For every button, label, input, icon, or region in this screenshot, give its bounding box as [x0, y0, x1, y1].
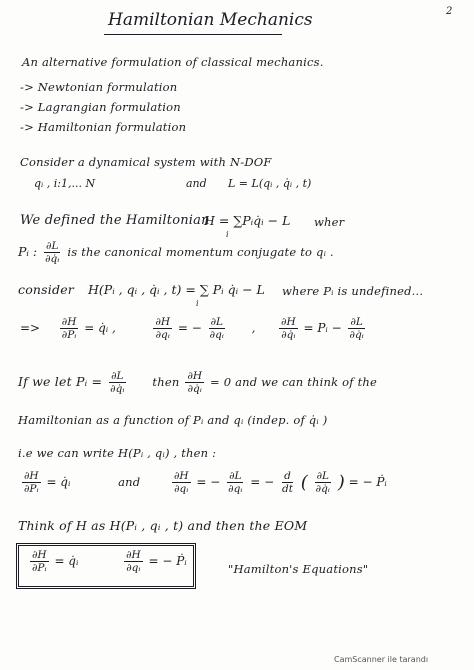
time-derivative: [280, 470, 295, 495]
defined-tail: wher: [314, 215, 345, 229]
dL-dqdot-fraction: [348, 316, 366, 341]
formulation-hamiltonian: -> Hamiltonian formulation: [20, 120, 187, 134]
box-dH-dq-num: ∂H: [126, 549, 141, 561]
eom-dL-dq-den: ∂qᵢ: [228, 483, 243, 495]
eom-dL-dqdot-fraction: [314, 470, 332, 495]
page-title: Hamiltonian Mechanics: [108, 10, 313, 30]
if-tail: = 0 and we can think of the: [210, 375, 378, 389]
dH-dp-fraction: [60, 316, 79, 341]
paren-open: (: [300, 472, 308, 493]
consider-word: consider: [18, 282, 74, 297]
momentum-fraction: [43, 240, 61, 265]
dH-dqdot-fraction: [279, 316, 298, 341]
box-dH-dq-rhs: = − Ṗᵢ: [148, 554, 187, 568]
eom-dL-dq-fraction: [226, 470, 244, 495]
hamilton-equations: [28, 549, 187, 574]
then-den: ∂q̇ᵢ: [187, 383, 202, 395]
write-line: i.e we can write H(Pᵢ , qᵢ) , then :: [18, 446, 217, 460]
then-word: then: [152, 375, 180, 389]
dL-dq-fraction: [208, 316, 226, 341]
box-dH-dq-den: ∂qᵢ: [126, 562, 141, 574]
box-dH-dp-rhs: = q̇ᵢ: [54, 554, 79, 568]
eom-dH-dp-num: ∂H: [24, 470, 39, 482]
dL-dqdot-num: ∂L: [350, 316, 363, 328]
dH-dp-rhs: = q̇ᵢ ,: [84, 321, 116, 335]
momentum-definition: [18, 240, 334, 265]
think-line: Think of H as H(Pᵢ , qᵢ , t) and then the EOM: [18, 518, 308, 533]
scanner-footer: CamScanner ile tarandı: [334, 655, 429, 664]
momentum-num: ∂L: [46, 240, 59, 252]
separator-comma: ,: [251, 321, 256, 335]
dH-dp-den: ∂Pᵢ: [61, 329, 77, 341]
formulation-lagrangian: -> Lagrangian formulation: [20, 100, 181, 114]
sum-index: i: [226, 230, 229, 239]
hamiltonian-definition: H = ∑Pᵢq̇ᵢ − L: [204, 213, 291, 228]
if-fraction: [108, 370, 126, 395]
box-dH-dq-fraction: [124, 549, 143, 574]
title-underline: [104, 34, 282, 35]
eom-dH-dp-den: ∂Pᵢ: [24, 483, 39, 495]
eom-dL-dqdot-num: ∂L: [316, 470, 329, 482]
coords-and: and: [186, 177, 207, 190]
box-dH-dp-fraction: [30, 549, 49, 574]
eom-dH-dq-mid: = −: [196, 475, 221, 489]
box-dH-dp-num: ∂H: [32, 549, 47, 561]
time-derivative-num: d: [284, 470, 291, 482]
time-derivative-den: dt: [282, 483, 293, 495]
dH-dq-mid: = −: [177, 321, 202, 335]
dL-dqdot-den: ∂q̇ᵢ: [349, 329, 364, 341]
system-line: Consider a dynamical system with N-DOF: [20, 155, 272, 169]
dH-dqdot-num: ∂H: [281, 316, 296, 328]
hamiltonian-general: H(Pᵢ , qᵢ , q̇ᵢ , t) = ∑ Pᵢ q̇ᵢ − L: [88, 282, 265, 297]
eom-dL-dq-num: ∂L: [229, 470, 242, 482]
if-text: If we let Pᵢ =: [18, 374, 103, 389]
page-number: 2: [446, 6, 453, 17]
dL-dq-den: ∂qᵢ: [209, 329, 224, 341]
paren-close: ): [337, 472, 345, 493]
formulation-newtonian: -> Newtonian formulation: [20, 80, 178, 94]
intro-text: An alternative formulation of classical mechanics.: [22, 55, 324, 69]
box-dH-dp-den: ∂Pᵢ: [32, 562, 47, 574]
lagrangian-expression: L = L(qᵢ , q̇ᵢ , t): [228, 177, 312, 190]
then-num: ∂H: [187, 370, 203, 382]
eom-dH-dp-fraction: [22, 470, 41, 495]
eom-final-rhs: = − Ṗᵢ: [348, 475, 387, 489]
dH-dqdot-mid: = Pᵢ −: [303, 321, 342, 335]
hamiltons-equations-label: "Hamilton's Equations": [228, 562, 369, 576]
function-line: Hamiltonian as a function of Pᵢ and qᵢ (indep. of q̇ᵢ ): [18, 413, 328, 427]
eom-eq: = −: [250, 475, 275, 489]
momentum-text: is the canonical momentum conjugate to qᵢ .: [67, 245, 334, 259]
dH-dp-num: ∂H: [61, 316, 77, 328]
coords-left: qᵢ , i:1,... N: [34, 177, 96, 190]
sum-index-2: i: [196, 299, 199, 308]
eom-and: and: [118, 475, 141, 489]
eom-dL-dqdot-den: ∂q̇ᵢ: [315, 483, 330, 495]
dL-dq-num: ∂L: [210, 316, 223, 328]
if-line: [18, 370, 377, 395]
momentum-den: ∂q̇ᵢ: [45, 253, 60, 265]
eom-dH-dq-num: ∂H: [173, 470, 189, 482]
eom-dH-dp-rhs: = q̇ᵢ: [46, 475, 71, 489]
momentum-lhs: Pᵢ :: [18, 244, 38, 259]
eom-dH-dq-den: ∂qᵢ: [174, 483, 189, 495]
dH-dqdot-den: ∂q̇ᵢ: [281, 329, 296, 341]
then-fraction: [185, 370, 204, 395]
dH-dq-num: ∂H: [155, 316, 171, 328]
partial-derivatives: [20, 316, 368, 341]
eom-dH-dq-fraction: [172, 470, 191, 495]
dH-dq-fraction: [153, 316, 172, 341]
dH-dq-den: ∂qᵢ: [155, 329, 170, 341]
if-num: ∂L: [111, 370, 124, 382]
implies-arrow: =>: [20, 321, 41, 335]
if-den: ∂q̇ᵢ: [110, 383, 125, 395]
eom-derivation: [20, 470, 387, 495]
defined-text: We defined the Hamiltonian: [20, 213, 210, 228]
consider-tail: where Pᵢ is undefined...: [282, 284, 424, 298]
